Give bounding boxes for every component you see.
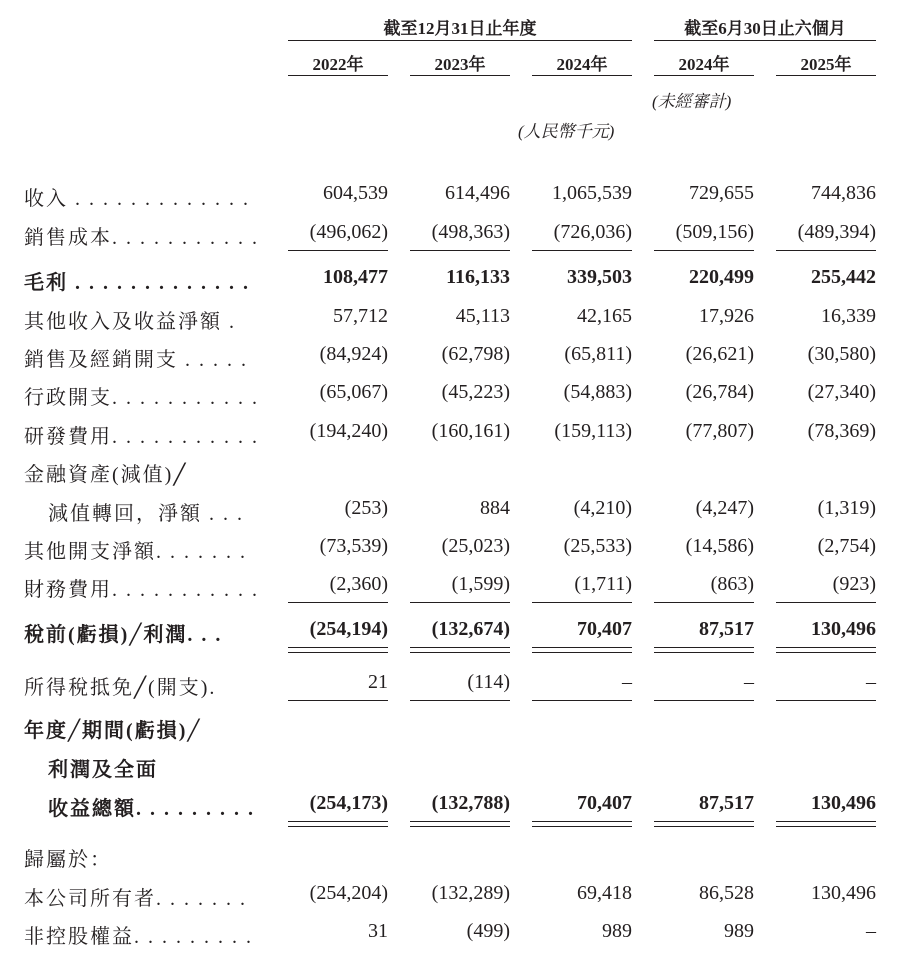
group-header-annual: 截至12月31日止年度 [383, 19, 537, 38]
row-value: 989 [724, 920, 754, 942]
underline [776, 700, 876, 701]
row-value: (77,807) [685, 420, 754, 442]
row-label: 所得稅抵免╱(開支). [24, 677, 217, 699]
row-label: 其他收入及收益淨額 . [24, 311, 236, 333]
unaudited-note: (未經審計) [652, 92, 732, 111]
row-value: 220,499 [689, 266, 754, 288]
row-value: (254,173) [309, 792, 388, 814]
row-value: (26,784) [685, 381, 754, 403]
row-value: (253) [344, 497, 388, 519]
row-value: (25,023) [441, 535, 510, 557]
underline [654, 700, 754, 701]
row-value: 21 [368, 671, 388, 693]
underline [288, 602, 388, 603]
row-value: (2,360) [329, 573, 388, 595]
double-underline [776, 821, 876, 827]
row-value: – [866, 920, 876, 942]
double-underline [654, 647, 754, 653]
row-value: (159,113) [554, 420, 632, 442]
row-value: 31 [368, 920, 388, 942]
row-value: 87,517 [699, 792, 754, 814]
underline [532, 250, 632, 251]
row-value: 255,442 [811, 266, 876, 288]
underline [532, 602, 632, 603]
row-value: 729,655 [689, 182, 754, 204]
row-label: 本公司所有者. . . . . . . [24, 888, 247, 910]
row-value: (923) [832, 573, 876, 595]
underline [776, 250, 876, 251]
row-value: (132,788) [431, 792, 510, 814]
row-value: (1,711) [574, 573, 632, 595]
row-value: 884 [480, 497, 510, 519]
double-underline [288, 647, 388, 653]
row-value: 130,496 [811, 618, 876, 640]
underline [532, 700, 632, 701]
row-value: – [744, 671, 754, 693]
row-value: (114) [467, 671, 510, 693]
row-value: 70,407 [577, 792, 632, 814]
row-value: (132,674) [431, 618, 510, 640]
row-value: 989 [602, 920, 632, 942]
year-header-2025-interim: 2025年 [800, 55, 852, 74]
row-value: (254,204) [309, 882, 388, 904]
row-value: 86,528 [699, 882, 754, 904]
underline [288, 250, 388, 251]
row-value: 1,065,539 [552, 182, 632, 204]
row-value: (726,036) [553, 221, 632, 243]
row-value: 130,496 [811, 792, 876, 814]
row-value: (65,067) [319, 381, 388, 403]
row-value: (1,599) [451, 573, 510, 595]
year-underline [532, 75, 632, 76]
row-value: (78,369) [807, 420, 876, 442]
group-underline-interim [654, 40, 876, 41]
underline [654, 250, 754, 251]
row-value: (26,621) [685, 343, 754, 365]
year-underline [288, 75, 388, 76]
year-underline [654, 75, 754, 76]
row-value: 604,539 [323, 182, 388, 204]
row-label: 銷售及經銷開支 . . . . . [24, 349, 248, 371]
row-value: 45,113 [455, 305, 510, 327]
underline [776, 602, 876, 603]
row-value: 16,339 [821, 305, 876, 327]
year-underline [776, 75, 876, 76]
row-value: (254,194) [309, 618, 388, 640]
row-value: (30,580) [807, 343, 876, 365]
row-value: (1,319) [817, 497, 876, 519]
row-value: (27,340) [807, 381, 876, 403]
underline [410, 250, 510, 251]
row-label: 減值轉回，淨額 . . . [48, 503, 244, 525]
row-value: (2,754) [817, 535, 876, 557]
row-value: 87,517 [699, 618, 754, 640]
double-underline [410, 821, 510, 827]
row-value: 69,418 [577, 882, 632, 904]
row-value: 339,503 [567, 266, 632, 288]
group-underline-annual [288, 40, 632, 41]
year-underline [410, 75, 510, 76]
row-value: (25,533) [563, 535, 632, 557]
row-label: 行政開支. . . . . . . . . . . [24, 387, 259, 409]
row-label: 歸屬於： [24, 849, 112, 871]
double-underline [532, 647, 632, 653]
row-value: 17,926 [699, 305, 754, 327]
row-value: (73,539) [319, 535, 388, 557]
row-value: (499) [466, 920, 510, 942]
double-underline [410, 647, 510, 653]
row-value: 130,496 [811, 882, 876, 904]
row-value: 116,133 [446, 266, 510, 288]
underline [288, 700, 388, 701]
currency-note: (人民幣千元) [518, 122, 615, 141]
year-header-2023: 2023年 [434, 55, 486, 74]
row-value: (65,811) [564, 343, 632, 365]
row-value: – [866, 671, 876, 693]
row-label: 銷售成本. . . . . . . . . . . [24, 227, 259, 249]
row-value: – [622, 671, 632, 693]
row-label: 收益總額. . . . . . . . . [48, 798, 255, 820]
row-value: (4,210) [573, 497, 632, 519]
year-header-2022: 2022年 [312, 55, 364, 74]
row-value: (194,240) [309, 420, 388, 442]
row-label: 毛利 . . . . . . . . . . . . . [24, 272, 250, 294]
row-value: (132,289) [431, 882, 510, 904]
row-value: (84,924) [319, 343, 388, 365]
row-value: 70,407 [577, 618, 632, 640]
row-value: (160,161) [431, 420, 510, 442]
group-header-interim: 截至6月30日止六個月 [684, 19, 846, 38]
row-value: 744,836 [811, 182, 876, 204]
underline [410, 602, 510, 603]
row-value: (498,363) [431, 221, 510, 243]
double-underline [654, 821, 754, 827]
row-label: 利潤及全面 [48, 759, 158, 781]
row-value: 108,477 [323, 266, 388, 288]
double-underline [776, 647, 876, 653]
row-value: (45,223) [441, 381, 510, 403]
row-value: (496,062) [309, 221, 388, 243]
row-value: 42,165 [577, 305, 632, 327]
row-label: 其他開支淨額. . . . . . . [24, 541, 247, 563]
underline [654, 602, 754, 603]
row-value: 614,496 [445, 182, 510, 204]
row-label: 研發費用. . . . . . . . . . . [24, 426, 259, 448]
year-header-2024-interim: 2024年 [678, 55, 730, 74]
row-label: 收入 . . . . . . . . . . . . . [24, 188, 250, 210]
double-underline [532, 821, 632, 827]
row-value: (509,156) [675, 221, 754, 243]
row-value: (54,883) [563, 381, 632, 403]
row-label: 金融資產(減值)╱ [24, 464, 188, 486]
row-value: (863) [710, 573, 754, 595]
year-header-2024: 2024年 [556, 55, 608, 74]
row-label: 財務費用. . . . . . . . . . . [24, 579, 259, 601]
double-underline [288, 821, 388, 827]
row-value: 57,712 [333, 305, 388, 327]
row-value: (489,394) [797, 221, 876, 243]
row-value: (4,247) [695, 497, 754, 519]
row-label: 非控股權益. . . . . . . . . [24, 926, 253, 948]
row-value: (62,798) [441, 343, 510, 365]
row-label: 年度╱期間(虧損)╱ [24, 720, 202, 742]
row-value: (14,586) [685, 535, 754, 557]
underline [410, 700, 510, 701]
row-label: 稅前(虧損)╱利潤. . . [24, 624, 223, 646]
